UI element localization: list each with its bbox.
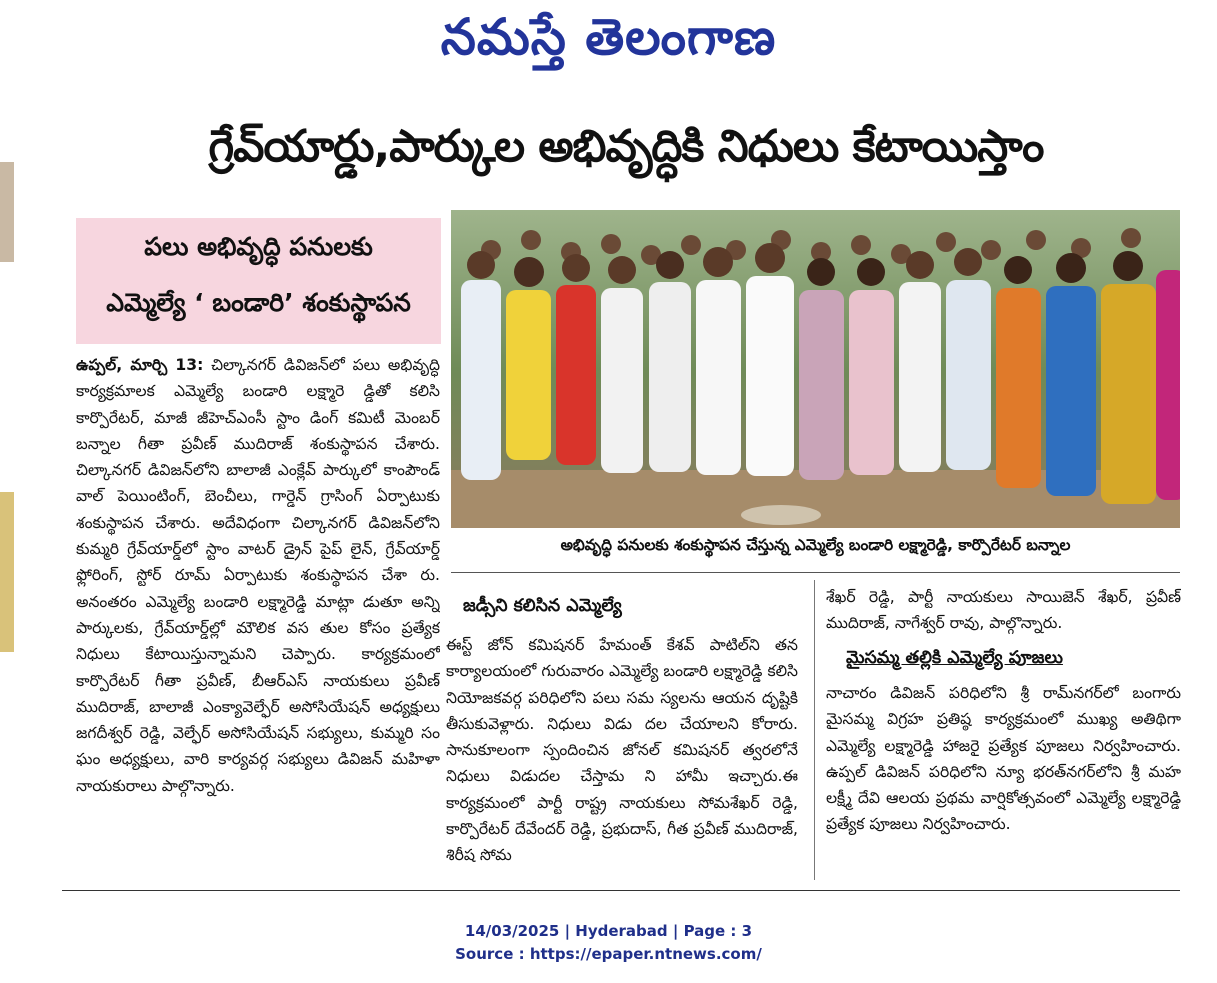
article-body-column — [76, 352, 440, 882]
section-divider — [451, 572, 1180, 573]
page-edge-strip — [0, 162, 14, 262]
story2-continued: శేఖర్‌ రెడ్డి, పార్టీ నాయకులు సాయిజెన్‌ శేఖర్‌, ప్రవీణ్‌ ముదిరాజ్‌, నాగేశ్వర్‌ రావు, పాల్గొన్నారు. — [826, 588, 1181, 633]
story3-body: నాచారం డివిజన్‌ పరిధిలోని శ్రీ రామ్‌నగర్‌లో బంగారు మైసమ్మ విగ్రహ ప్రతిష్ఠ కార్యక్రమంలో ముఖ్య అతిథిగా ఎమ్మెల్యే లక్ష్మారెడ్డి హాజరై ప్రత్యేక పూజలు నిర్వహించారు. ఉప్పల్‌ డివిజన్‌ పరిధిలోని న్యూ భరత్‌నగర్‌లోని శ్రీ మహ లక్ష్మీ దేవి ఆలయ ప్రథమ వార్షికోత్సవంలో ఎమ్మెల్యే లక్ష్మారెడ్డి ప్రత్యేక పూజలు నిర్వహించారు. — [826, 684, 1181, 834]
story3-body-column — [826, 680, 1181, 880]
subhead-box — [76, 218, 441, 344]
story2-body-column — [446, 632, 798, 884]
subhead-line-1: పలు అభివృద్ధి పనులకు — [144, 232, 373, 261]
newspaper-clip — [0, 102, 1217, 904]
article-dateline: ఉప్పల్‌, మార్చి 13: — [76, 356, 204, 374]
bottom-divider — [62, 890, 1180, 891]
story2-continued-column — [826, 584, 1181, 642]
event-photo — [451, 210, 1180, 528]
page-edge-strip — [0, 492, 14, 652]
article-headline: గ్రేవ్‌యార్డు,పార్కుల అభివృద్ధికి నిధులు కేటాయిస్తాం — [208, 121, 1044, 172]
column-divider — [814, 580, 815, 880]
footer-dateline: 14/03/2025 | Hyderabad | Page : 3 — [464, 922, 753, 940]
story2-body: ఈస్ట్‌ జోన్‌ కమిషనర్‌ హేమంత్‌ కేశవ్‌ పాటిల్‌ని తన కార్యాలయంలో గురువారం ఎమ్మెల్యే బండారి లక్ష్మారెడ్డి కలిసి నియోజకవర్గ పరిధిలోని పలు సమ స్యలను ఆయన దృష్టికి తీసుకువెళ్లారు. నిధులు విడు దల చేయాలని కోరారు. సానుకూలంగా స్పందించిన జోనల్‌ కమిషనర్‌ త్వరలోనే నిధులు విడుదల చేస్తామ ని హామీ ఇచ్చారు.ఈ కార్యక్రమంలో పార్టీ రాష్ట్ర నాయకులు సోమశేఖర్‌ రెడ్డి, కార్పొరేటర్‌ దేవేందర్‌ రెడ్డి, ప్రభుదాస్‌, గీత ప్రవీణ్‌ ముదిరాజ్‌, శిరీష సోమ — [446, 636, 798, 865]
story3-heading: మైసమ్మ తల్లికి ఎమ్మెల్యే పూజలు — [846, 648, 1063, 668]
footer-source: Source : https://epaper.ntnews.com/ — [455, 945, 762, 963]
photo-caption: అభివృద్ధి పనులకు శంకుస్థాపన చేస్తున్న ఎమ్మెల్యే బండారి లక్ష్మారెడ్డి, కార్పొరేటర్‌ బన్నాల — [560, 536, 1071, 554]
subhead-line-2: ఎమ్మెల్యే ‘ బండారి’ శంకుస్థాపన — [106, 288, 411, 317]
story2-heading: జడ్సీని కలిసిన ఎమ్మెల్యే — [463, 596, 622, 616]
masthead-title: నమస్తే తెలంగాణ — [440, 8, 777, 66]
article-body: చిల్కానగర్‌ డివిజన్‌లో పలు అభివృద్ధి కార్యక్రమాలక ఎమ్మెల్యే బండారి లక్ష్మారె డ్డితో కలిసి కార్పొరేటర్‌, మాజీ జీహెచ్‌ఎంసీ స్టాం డింగ్‌ కమిటీ మెంబర్‌ బన్నాల గీతా ప్రవీణ్‌ ముదిరాజ్‌ శంకుస్థాపన చేశారు. చిల్కానగర్‌ డివిజన్‌లోని బాలాజీ ఎంక్లేవ్‌ పార్కులో కాంపౌండ్‌ వాల్‌ పెయింటింగ్‌, బెంచీలు, గార్డెన్‌ గ్రాసింగ్‌ ఏర్పాటుకు శంకుస్థాపన చేశారు. అదేవిధంగా చిల్కానగర్‌ డివిజన్‌లోని కుమ్మరి గ్రేవ్‌యార్డ్‌లో స్టాం వాటర్‌ డ్రైన్‌ పైప్‌ లైన్‌, గ్రేవ్‌యార్డ్‌ ఫ్లోరింగ్‌, స్టోర్‌ రూమ్‌ ఏర్పాటుకు శంకుస్థాపన చేశా రు. అనంతరం ఎమ్మెల్యే బండారి లక్ష్మారెడ్డి మాట్లా డుతూ అన్ని పార్కులకు, గ్రేవ్‌యార్డ్‌ల్లో మౌలిక వస తుల కోసం ప్రత్యేక నిధులు కేటాయిస్తున్నామని చెప్పారు. కార్యక్రమంలో కార్పొరేటర్‌ గీతా ప్రవీణ్‌, బీఆర్‌ఎస్‌ నాయకులు ప్రవీణ్‌ ముదిరాజ్‌, బాలాజీ ఎంక్యావెల్ఫేర్‌ అసోసియేషన్‌ అధ్యక్షులు జగదీశ్వర్‌ రెడ్డి, వెల్ఫేర్‌ అసోసియేషన్‌ సభ్యులు, కుమ్మరి సం ఘం అధ్యక్షులు, వారి కార్యవర్గ సభ్యులు డివిజన్‌ మహిళా నాయకురాలు పాల్గొన్నారు. — [76, 356, 440, 795]
